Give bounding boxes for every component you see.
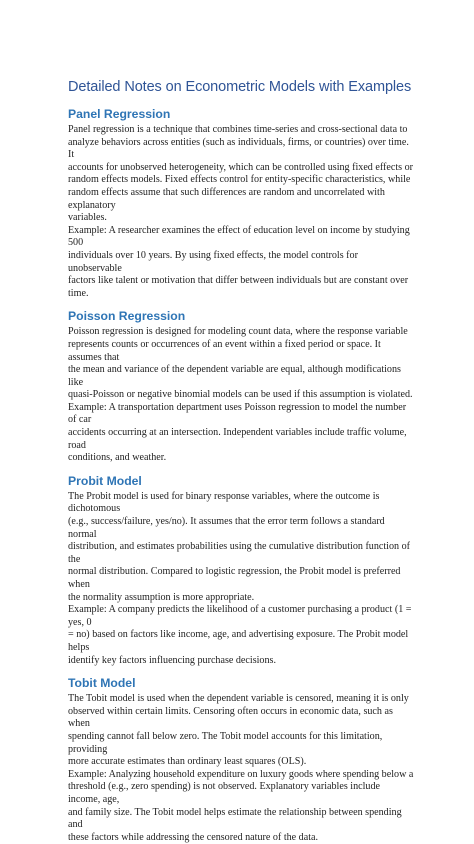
body-line: individuals over 10 years. By using fixed effects, the model controls for unobservable xyxy=(68,249,358,274)
body-line: these factors while addressing the censored nature of the data. xyxy=(68,831,319,843)
body-line: Example: Analyzing household expenditure on luxury goods where spending below a xyxy=(68,768,414,780)
section-poisson-regression xyxy=(68,308,414,465)
section-heading: Probit Model xyxy=(68,473,142,488)
body-line: Poisson regression is designed for modeling count data, where the response variable xyxy=(68,326,408,338)
body-line: factors like talent or motivation that differ between individuals but are constant over time. xyxy=(68,275,409,299)
body-line: (e.g., success/failure, yes/no). It assumes that the error term follows a standard normal xyxy=(68,516,385,540)
section-body xyxy=(68,491,414,667)
section-body xyxy=(68,693,414,844)
section-heading: Panel Regression xyxy=(68,107,171,121)
body-line: more accurate estimates than ordinary least squares (OLS). xyxy=(68,756,307,768)
body-line: quasi-Poisson or negative binomial models can be used if this assumption is violated. xyxy=(68,389,413,401)
body-line: Example: A transportation department uses Poisson regression to model the number of car xyxy=(68,401,407,426)
body-line: The Probit model is used for binary response variables, where the outcome is dichotomous xyxy=(68,490,380,515)
section-body xyxy=(68,326,414,465)
body-line: accidents occurring at an intersection. Independent variables include traffic volume, road xyxy=(68,427,407,451)
body-line: accounts for unobserved heterogeneity, which can be controlled using fixed effects or xyxy=(68,161,414,173)
body-line: identify key factors influencing purchase decisions. xyxy=(68,654,276,666)
body-line: observed within certain limits. Censoring often occurs in economic data, such as when xyxy=(68,705,393,730)
section-panel-regression xyxy=(68,106,414,300)
body-line: the normality assumption is more appropriate. xyxy=(68,591,255,603)
body-line: represents counts or occurrences of an event within a fixed period or space. It assumes that xyxy=(68,338,381,363)
body-line: conditions, and weather. xyxy=(68,452,167,464)
section-probit-model xyxy=(68,473,414,667)
document-title: Detailed Notes on Econometric Models with Examples xyxy=(68,79,412,95)
body-line: distribution, and estimates probabilities using the cumulative distribution function of the xyxy=(68,541,411,565)
body-line: Example: A company predicts the likelihood of a customer purchasing a product (1 = yes, 0 xyxy=(68,604,412,628)
body-line: random effects models. Fixed effects control for entity-specific characteristics, while xyxy=(68,174,411,186)
section-heading: Poisson Regression xyxy=(68,309,186,324)
body-line: random effects assume that such differences are random and uncorrelated with explanatory xyxy=(68,186,385,211)
section-body xyxy=(68,124,414,300)
body-line: The Tobit model is used when the dependent variable is censored, meaning it is only xyxy=(68,693,409,705)
body-line: Example: A researcher examines the effect of education level on income by studying 500 xyxy=(68,224,410,249)
body-line: threshold (e.g., zero spending) is not observed. Explanatory variables include income, age, xyxy=(68,781,380,805)
body-line: = no) based on factors like income, age, and advertising exposure. The Probit model helps xyxy=(68,629,409,653)
section-heading: Tobit Model xyxy=(68,676,136,691)
body-line: the mean and variance of the dependent variable are equal, although modifications like xyxy=(68,364,401,388)
body-line: and family size. The Tobit model helps estimate the relationship between spending and xyxy=(68,806,402,831)
body-line: analyze behaviors across entities (such as individuals, firms, or countries) over time. It xyxy=(68,136,409,161)
body-line: spending cannot fall below zero. The Tobit model accounts for this limitation, providing xyxy=(68,730,383,755)
section-tobit-model xyxy=(68,675,414,844)
body-line: Panel regression is a technique that combines time-series and cross-sectional data to xyxy=(68,124,408,135)
body-line: normal distribution. Compared to logistic regression, the Probit model is preferred when xyxy=(68,566,401,590)
body-line: variables. xyxy=(68,212,107,224)
